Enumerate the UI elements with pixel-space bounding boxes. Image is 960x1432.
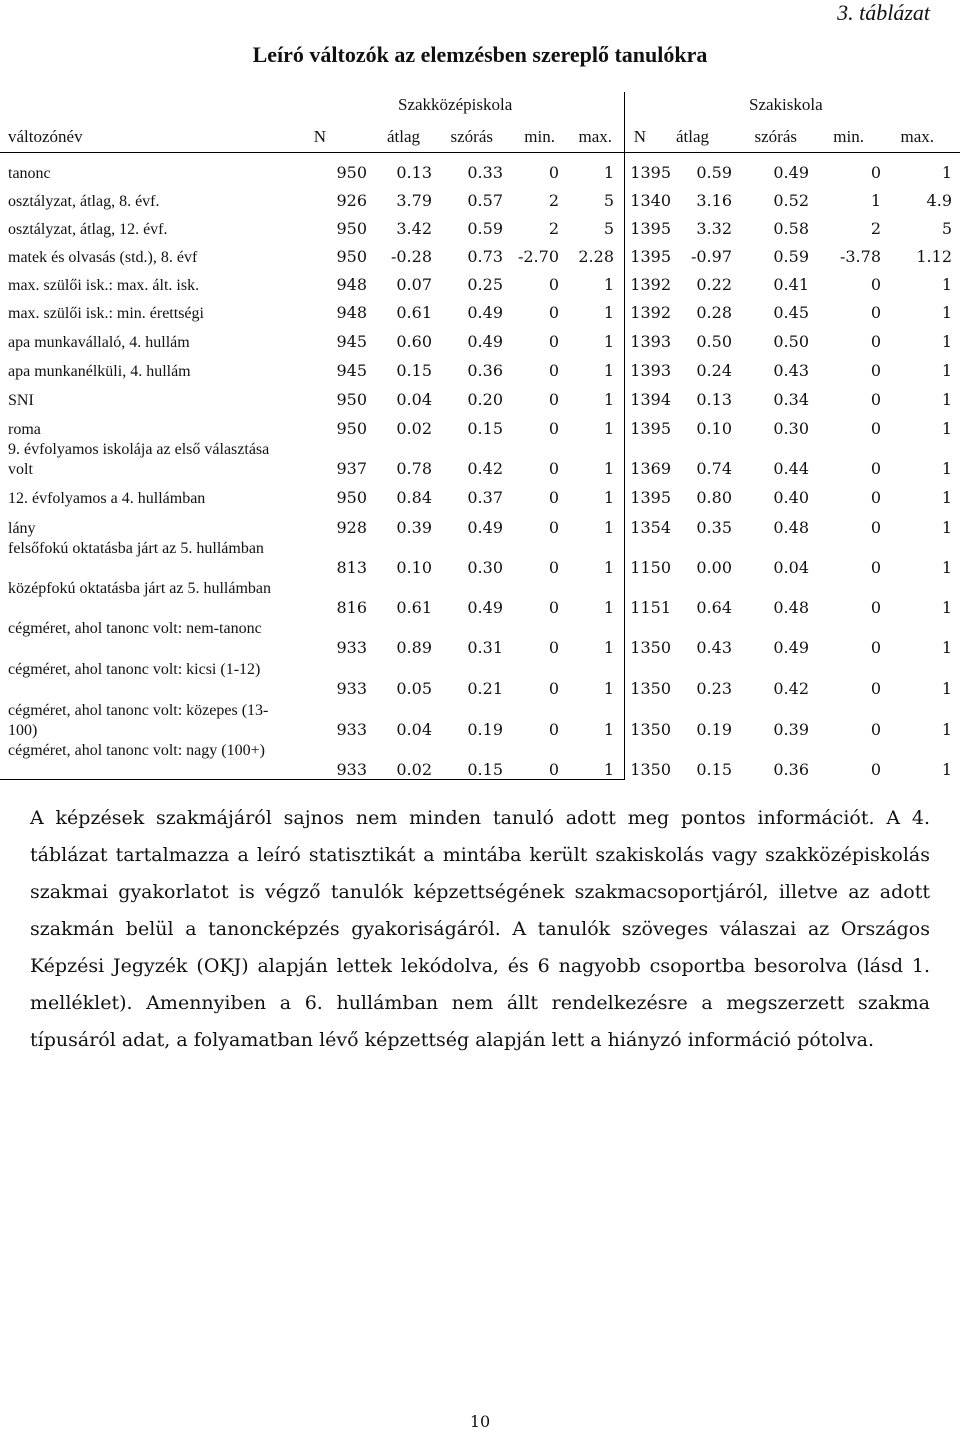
row-10-cell-3: 0 bbox=[548, 459, 559, 478]
row-10-cell-1: 0.78 bbox=[396, 459, 432, 478]
row-3-cell-4: 2.28 bbox=[578, 247, 614, 266]
row-14-cell-0: 816 bbox=[336, 598, 367, 617]
row-1-cell-0: 926 bbox=[336, 191, 367, 210]
row-11-cell-7: 0.40 bbox=[773, 488, 809, 507]
row-8-variable-name: SNI bbox=[8, 392, 34, 409]
row-11-cell-9: 1 bbox=[941, 488, 952, 507]
row-16-cell-3: 0 bbox=[548, 679, 559, 698]
row-0-cell-5: 1395 bbox=[630, 163, 671, 182]
col-head-szakiskola-1: átlag bbox=[675, 127, 709, 146]
row-8-cell-7: 0.34 bbox=[773, 390, 809, 409]
row-16-variable-name: cégméret, ahol tanonc volt: kicsi (1-12) bbox=[8, 661, 261, 678]
row-9-cell-5: 1395 bbox=[630, 419, 671, 438]
row-8-cell-2: 0.20 bbox=[467, 390, 503, 409]
row-9-cell-8: 0 bbox=[870, 419, 881, 438]
row-14-cell-2: 0.49 bbox=[467, 598, 503, 617]
row-4-cell-1: 0.07 bbox=[396, 275, 432, 294]
row-15-cell-3: 0 bbox=[548, 638, 559, 657]
col-head-szakiskola-2: szórás bbox=[754, 127, 797, 146]
row-2-cell-3: 2 bbox=[548, 219, 559, 238]
row-2-cell-6: 3.32 bbox=[696, 219, 732, 238]
row-17-variable-name: cégméret, ahol tanonc volt: közepes (13-100) bbox=[8, 702, 269, 739]
row-1-variable-name: osztályzat, átlag, 8. évf. bbox=[8, 193, 160, 210]
row-12-cell-1: 0.39 bbox=[396, 518, 432, 537]
row-15-cell-6: 0.43 bbox=[696, 638, 732, 657]
row-8-cell-3: 0 bbox=[548, 390, 559, 409]
row-10-cell-5: 1369 bbox=[630, 459, 671, 478]
row-12-cell-7: 0.48 bbox=[773, 518, 809, 537]
row-17-cell-3: 0 bbox=[548, 720, 559, 739]
row-13-cell-8: 0 bbox=[870, 558, 881, 577]
row-0-cell-4: 1 bbox=[603, 163, 614, 182]
row-7-variable-name: apa munkanélküli, 4. hullám bbox=[8, 363, 191, 380]
row-18-cell-9: 1 bbox=[941, 760, 952, 779]
row-2-cell-0: 950 bbox=[336, 219, 367, 238]
row-10-cell-7: 0.44 bbox=[773, 459, 809, 478]
row-17-cell-9: 1 bbox=[941, 720, 952, 739]
row-4-cell-2: 0.25 bbox=[467, 275, 503, 294]
row-7-cell-5: 1393 bbox=[630, 361, 671, 380]
row-11-cell-8: 0 bbox=[870, 488, 881, 507]
table-label: 3. táblázat bbox=[837, 0, 930, 25]
row-12-cell-0: 928 bbox=[336, 518, 367, 537]
row-14-variable-name: középfokú oktatásba járt az 5. hullámban bbox=[8, 580, 272, 597]
row-12-cell-6: 0.35 bbox=[696, 518, 732, 537]
row-18-cell-0: 933 bbox=[336, 760, 367, 779]
row-17-cell-4: 1 bbox=[603, 720, 614, 739]
row-1-cell-2: 0.57 bbox=[467, 191, 503, 210]
col-head-szakkozep-0: N bbox=[313, 127, 326, 146]
row-15-cell-0: 933 bbox=[336, 638, 367, 657]
row-15-variable-name: cégméret, ahol tanonc volt: nem-tanonc bbox=[8, 620, 262, 637]
row-4-cell-0: 948 bbox=[336, 275, 367, 294]
col-head-szakkozep-3: min. bbox=[524, 127, 555, 146]
row-8-cell-5: 1394 bbox=[630, 390, 671, 409]
header-rule bbox=[0, 152, 960, 153]
group-head-szakkozep: Szakközépiskola bbox=[398, 95, 513, 114]
row-4-variable-name: max. szülői isk.: max. ált. isk. bbox=[8, 277, 200, 294]
row-8-cell-6: 0.13 bbox=[696, 390, 732, 409]
row-12-cell-5: 1354 bbox=[630, 518, 671, 537]
row-2-variable-name: osztályzat, átlag, 12. évf. bbox=[8, 221, 168, 238]
col-head-szakiskola-0: N bbox=[633, 127, 646, 146]
row-12-cell-3: 0 bbox=[548, 518, 559, 537]
row-11-cell-4: 1 bbox=[603, 488, 614, 507]
row-18-cell-6: 0.15 bbox=[696, 760, 732, 779]
row-10-cell-2: 0.42 bbox=[467, 459, 503, 478]
row-3-cell-7: 0.59 bbox=[773, 247, 809, 266]
row-5-cell-6: 0.28 bbox=[696, 303, 732, 322]
row-7-cell-8: 0 bbox=[870, 361, 881, 380]
row-5-cell-2: 0.49 bbox=[467, 303, 503, 322]
row-6-cell-5: 1393 bbox=[630, 332, 671, 351]
page-title: Leíró változók az elemzésben szereplő tanulókra bbox=[252, 42, 708, 67]
row-0-cell-1: 0.13 bbox=[396, 163, 432, 182]
row-0-cell-8: 0 bbox=[870, 163, 881, 182]
row-1-cell-8: 1 bbox=[870, 191, 881, 210]
row-3-cell-3: -2.70 bbox=[517, 247, 559, 266]
row-9-cell-0: 950 bbox=[336, 419, 367, 438]
row-6-cell-6: 0.50 bbox=[696, 332, 732, 351]
row-3-cell-6: -0.97 bbox=[690, 247, 732, 266]
row-5-cell-8: 0 bbox=[870, 303, 881, 322]
row-1-cell-9: 4.9 bbox=[926, 191, 952, 210]
row-13-cell-5: 1150 bbox=[630, 558, 671, 577]
row-9-cell-7: 0.30 bbox=[773, 419, 809, 438]
row-18-cell-2: 0.15 bbox=[467, 760, 503, 779]
row-16-cell-1: 0.05 bbox=[396, 679, 432, 698]
row-3-variable-name: matek és olvasás (std.), 8. évf bbox=[8, 249, 198, 266]
row-14-cell-4: 1 bbox=[603, 598, 614, 617]
row-7-cell-6: 0.24 bbox=[696, 361, 732, 380]
row-5-cell-5: 1392 bbox=[630, 303, 671, 322]
row-2-cell-1: 3.42 bbox=[396, 219, 432, 238]
row-13-cell-2: 0.30 bbox=[467, 558, 503, 577]
col-head-szakiskola-3: min. bbox=[833, 127, 864, 146]
row-18-variable-name: cégméret, ahol tanonc volt: nagy (100+) bbox=[8, 742, 265, 759]
row-13-cell-3: 0 bbox=[548, 558, 559, 577]
row-11-cell-1: 0.84 bbox=[396, 488, 432, 507]
col-head-szakkozep-2: szórás bbox=[450, 127, 493, 146]
row-16-cell-2: 0.21 bbox=[467, 679, 503, 698]
row-7-cell-9: 1 bbox=[941, 361, 952, 380]
row-5-cell-3: 0 bbox=[548, 303, 559, 322]
row-12-cell-8: 0 bbox=[870, 518, 881, 537]
row-15-cell-8: 0 bbox=[870, 638, 881, 657]
row-8-cell-8: 0 bbox=[870, 390, 881, 409]
col-head-variable: változónév bbox=[8, 127, 83, 146]
row-1-cell-7: 0.52 bbox=[773, 191, 809, 210]
row-17-cell-2: 0.19 bbox=[467, 720, 503, 739]
row-8-cell-4: 1 bbox=[603, 390, 614, 409]
row-5-variable-name: max. szülői isk.: min. érettségi bbox=[8, 305, 204, 322]
row-4-cell-9: 1 bbox=[941, 275, 952, 294]
row-14-cell-6: 0.64 bbox=[696, 598, 732, 617]
row-0-cell-7: 0.49 bbox=[773, 163, 809, 182]
row-5-cell-9: 1 bbox=[941, 303, 952, 322]
row-3-cell-1: -0.28 bbox=[390, 247, 432, 266]
row-9-cell-2: 0.15 bbox=[467, 419, 503, 438]
row-0-cell-0: 950 bbox=[336, 163, 367, 182]
row-17-cell-5: 1350 bbox=[630, 720, 671, 739]
col-head-szakkozep-4: max. bbox=[578, 127, 612, 146]
row-3-cell-5: 1395 bbox=[630, 247, 671, 266]
row-2-cell-8: 2 bbox=[870, 219, 881, 238]
row-11-cell-3: 0 bbox=[548, 488, 559, 507]
row-18-cell-7: 0.36 bbox=[773, 760, 809, 779]
row-3-cell-8: -3.78 bbox=[839, 247, 881, 266]
row-7-cell-3: 0 bbox=[548, 361, 559, 380]
row-6-cell-9: 1 bbox=[941, 332, 952, 351]
row-15-cell-7: 0.49 bbox=[773, 638, 809, 657]
row-6-cell-8: 0 bbox=[870, 332, 881, 351]
row-13-cell-9: 1 bbox=[941, 558, 952, 577]
row-0-cell-6: 0.59 bbox=[696, 163, 732, 182]
row-18-cell-8: 0 bbox=[870, 760, 881, 779]
row-4-cell-3: 0 bbox=[548, 275, 559, 294]
row-7-cell-1: 0.15 bbox=[396, 361, 432, 380]
row-14-cell-9: 1 bbox=[941, 598, 952, 617]
row-14-cell-3: 0 bbox=[548, 598, 559, 617]
row-16-cell-7: 0.42 bbox=[773, 679, 809, 698]
row-6-cell-2: 0.49 bbox=[467, 332, 503, 351]
row-9-cell-3: 0 bbox=[548, 419, 559, 438]
row-15-cell-5: 1350 bbox=[630, 638, 671, 657]
row-8-cell-0: 950 bbox=[336, 390, 367, 409]
row-15-cell-2: 0.31 bbox=[467, 638, 503, 657]
row-0-variable-name: tanonc bbox=[8, 165, 51, 182]
row-4-cell-7: 0.41 bbox=[773, 275, 809, 294]
row-17-cell-7: 0.39 bbox=[773, 720, 809, 739]
row-4-cell-6: 0.22 bbox=[696, 275, 732, 294]
row-10-variable-name: 9. évfolyamos iskolája az első választása volt bbox=[8, 441, 270, 478]
row-16-cell-6: 0.23 bbox=[696, 679, 732, 698]
row-9-cell-9: 1 bbox=[941, 419, 952, 438]
row-18-cell-1: 0.02 bbox=[396, 760, 432, 779]
row-9-cell-6: 0.10 bbox=[696, 419, 732, 438]
row-5-cell-0: 948 bbox=[336, 303, 367, 322]
row-2-cell-2: 0.59 bbox=[467, 219, 503, 238]
row-18-cell-3: 0 bbox=[548, 760, 559, 779]
row-11-cell-2: 0.37 bbox=[467, 488, 503, 507]
row-13-variable-name: felsőfokú oktatásba járt az 5. hullámban bbox=[8, 540, 264, 557]
row-4-cell-8: 0 bbox=[870, 275, 881, 294]
bottom-rule bbox=[0, 779, 625, 780]
row-14-cell-1: 0.61 bbox=[396, 598, 432, 617]
row-10-cell-8: 0 bbox=[870, 459, 881, 478]
row-12-cell-4: 1 bbox=[603, 518, 614, 537]
row-0-cell-9: 1 bbox=[941, 163, 952, 182]
row-13-cell-1: 0.10 bbox=[396, 558, 432, 577]
row-4-cell-4: 1 bbox=[603, 275, 614, 294]
row-15-cell-1: 0.89 bbox=[396, 638, 432, 657]
row-18-cell-5: 1350 bbox=[630, 760, 671, 779]
row-11-cell-0: 950 bbox=[336, 488, 367, 507]
row-1-cell-1: 3.79 bbox=[396, 191, 432, 210]
row-10-cell-9: 1 bbox=[941, 459, 952, 478]
row-3-cell-2: 0.73 bbox=[467, 247, 503, 266]
row-16-cell-8: 0 bbox=[870, 679, 881, 698]
row-9-cell-4: 1 bbox=[603, 419, 614, 438]
row-4-cell-5: 1392 bbox=[630, 275, 671, 294]
row-11-variable-name: 12. évfolyamos a 4. hullámban bbox=[8, 490, 206, 507]
row-6-cell-1: 0.60 bbox=[396, 332, 432, 351]
row-10-cell-0: 937 bbox=[336, 459, 367, 478]
row-12-cell-9: 1 bbox=[941, 518, 952, 537]
row-0-cell-3: 0 bbox=[548, 163, 559, 182]
row-13-cell-4: 1 bbox=[603, 558, 614, 577]
row-2-cell-4: 5 bbox=[603, 219, 614, 238]
row-14-cell-8: 0 bbox=[870, 598, 881, 617]
row-6-cell-4: 1 bbox=[603, 332, 614, 351]
row-9-cell-1: 0.02 bbox=[396, 419, 432, 438]
body-paragraph: A képzések szakmájáról sajnos nem minden tanuló adott meg pontos információt. A 4. táblázat tartalmazza a leíró statisztikát a mintába került szakiskolás vagy szakközépiskolás szakmai gyakorlatot is végző tanulók képzettségének szakmacsoportjáról, illetve az adott szakmán belül a tanoncképzés gyakoriságáról. A tanulók szöveges válaszai az Országos Képzési Jegyzék (OKJ) alapján lettek lekódolva, és 6 nagyobb csoportba besorolva (lásd 1. melléklet). Amennyiben a 6. hullámban nem állt rendelkezésre a megszerzett szakma típusáról adat, a folyamatban lévő képzettség alapján lett a hiányzó információ pótolva. bbox=[30, 807, 930, 1051]
row-10-cell-6: 0.74 bbox=[696, 459, 732, 478]
row-16-cell-9: 1 bbox=[941, 679, 952, 698]
row-8-cell-9: 1 bbox=[941, 390, 952, 409]
row-1-cell-4: 5 bbox=[603, 191, 614, 210]
row-2-cell-5: 1395 bbox=[630, 219, 671, 238]
row-14-cell-7: 0.48 bbox=[773, 598, 809, 617]
row-1-cell-6: 3.16 bbox=[696, 191, 732, 210]
row-13-cell-7: 0.04 bbox=[773, 558, 809, 577]
row-6-variable-name: apa munkavállaló, 4. hullám bbox=[8, 334, 190, 351]
row-6-cell-3: 0 bbox=[548, 332, 559, 351]
row-7-cell-4: 1 bbox=[603, 361, 614, 380]
col-head-szakkozep-1: átlag bbox=[386, 127, 420, 146]
row-1-cell-3: 2 bbox=[548, 191, 559, 210]
row-8-cell-1: 0.04 bbox=[396, 390, 432, 409]
row-15-cell-9: 1 bbox=[941, 638, 952, 657]
row-7-cell-0: 945 bbox=[336, 361, 367, 380]
row-14-cell-5: 1151 bbox=[630, 598, 671, 617]
row-3-cell-0: 950 bbox=[336, 247, 367, 266]
row-17-cell-1: 0.04 bbox=[396, 720, 432, 739]
row-6-cell-7: 0.50 bbox=[773, 332, 809, 351]
row-17-cell-0: 933 bbox=[336, 720, 367, 739]
row-7-cell-2: 0.36 bbox=[467, 361, 503, 380]
row-12-variable-name: lány bbox=[8, 520, 36, 537]
row-11-cell-5: 1395 bbox=[630, 488, 671, 507]
row-12-cell-2: 0.49 bbox=[467, 518, 503, 537]
row-7-cell-7: 0.43 bbox=[773, 361, 809, 380]
row-13-cell-6: 0.00 bbox=[696, 558, 732, 577]
row-11-cell-6: 0.80 bbox=[696, 488, 732, 507]
page-number: 10 bbox=[469, 1412, 491, 1431]
row-16-cell-5: 1350 bbox=[630, 679, 671, 698]
row-17-cell-8: 0 bbox=[870, 720, 881, 739]
row-6-cell-0: 945 bbox=[336, 332, 367, 351]
row-18-cell-4: 1 bbox=[603, 760, 614, 779]
row-10-cell-4: 1 bbox=[603, 459, 614, 478]
row-0-cell-2: 0.33 bbox=[467, 163, 503, 182]
row-16-cell-0: 933 bbox=[336, 679, 367, 698]
col-head-szakiskola-4: max. bbox=[900, 127, 934, 146]
row-5-cell-1: 0.61 bbox=[396, 303, 432, 322]
row-3-cell-9: 1.12 bbox=[916, 247, 952, 266]
row-9-variable-name: roma bbox=[8, 421, 41, 438]
row-13-cell-0: 813 bbox=[336, 558, 367, 577]
row-2-cell-7: 0.58 bbox=[773, 219, 809, 238]
row-17-cell-6: 0.19 bbox=[696, 720, 732, 739]
row-1-cell-5: 1340 bbox=[630, 191, 671, 210]
row-5-cell-4: 1 bbox=[603, 303, 614, 322]
group-head-szakiskola: Szakiskola bbox=[749, 95, 823, 114]
row-15-cell-4: 1 bbox=[603, 638, 614, 657]
row-16-cell-4: 1 bbox=[603, 679, 614, 698]
row-5-cell-7: 0.45 bbox=[773, 303, 809, 322]
row-2-cell-9: 5 bbox=[941, 219, 952, 238]
